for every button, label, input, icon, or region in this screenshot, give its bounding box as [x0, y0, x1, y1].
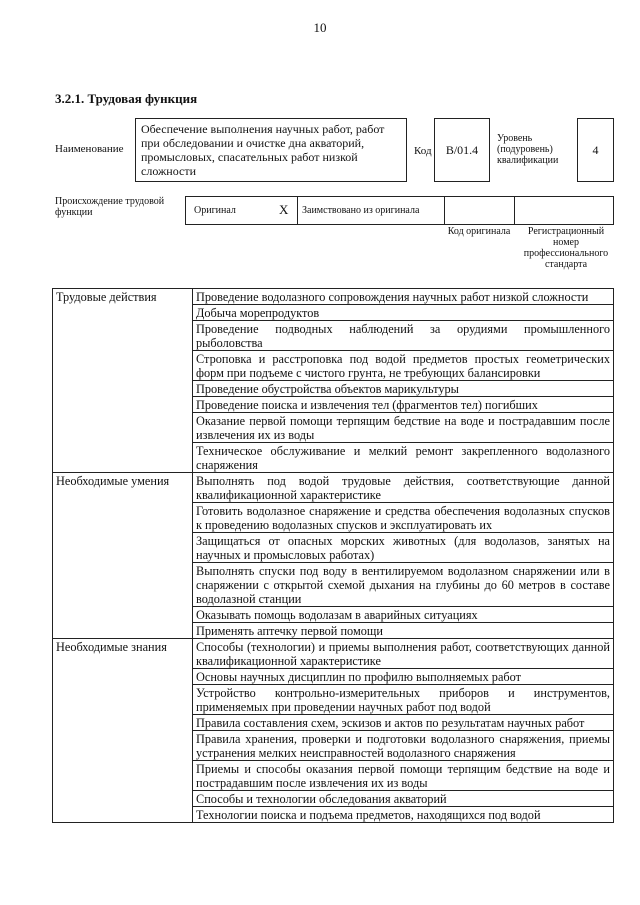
- page-number: 10: [313, 20, 327, 35]
- item-cell: Способы и технологии обследования акваторий: [193, 791, 614, 807]
- code-value: B/01.4: [445, 142, 479, 157]
- function-name: Обеспечение выполнения научных работ, работ при обследовании и очистке дна акваторий, промысловых, спасательных работ низкой сложности: [141, 122, 385, 178]
- item-cell: Проведение обустройства объектов марикультуры: [193, 381, 614, 397]
- table-row: [53, 639, 614, 669]
- item-cell: Защищаться от опасных морских животных (для водолазов, занятых на научных и промысловых работах): [193, 533, 614, 563]
- item-cell: Устройство контрольно-измерительных приборов и инструментов, применяемых при проведении научных работ под водой: [193, 685, 614, 715]
- origin-divider: [444, 196, 445, 225]
- item-cell: Проведение подводных наблюдений за орудиями промышленного рыболовства: [193, 321, 614, 351]
- code-original-caption: Код оригинала: [447, 226, 511, 237]
- item-cell: Выполнять спуски под воду в вентилируемом водолазном снаряжении или в снаряжении с открытой схемой дыхания на глубины до 60 метров в составе водолазной станции: [193, 563, 614, 607]
- item-cell: Применять аптечку первой помощи: [193, 623, 614, 639]
- item-cell: Оказывать помощь водолазам в аварийных ситуациях: [193, 607, 614, 623]
- item-cell: Оказание первой помощи терпящим бедствие на воде и пострадавшим после извлечения их из воды: [193, 413, 614, 443]
- reg-number-caption: Регистрационный номер профессионального стандарта: [523, 226, 609, 270]
- original-label: Оригинал: [194, 205, 236, 216]
- item-cell: Проведение водолазного сопровождения научных работ низкой сложности: [193, 289, 614, 305]
- function-name-box: [135, 118, 407, 182]
- level-label: Уровень (подуровень) квалификации: [497, 133, 559, 166]
- function-details-table: [52, 288, 614, 823]
- item-cell: Техническое обслуживание и мелкий ремонт закрепленного водолазного снаряжения: [193, 443, 614, 473]
- table-row: [53, 473, 614, 503]
- category-cell: Необходимые знания: [53, 639, 193, 823]
- item-cell: Правила хранения, проверки и подготовки водолазного снаряжения, приемы устранения мелких неисправностей водолазного снаряжения: [193, 731, 614, 761]
- origin-divider: [514, 196, 515, 225]
- item-cell: Правила составления схем, эскизов и актов по результатам научных работ: [193, 715, 614, 731]
- section-title: 3.2.1. Трудовая функция: [55, 91, 198, 106]
- category-cell: Необходимые умения: [53, 473, 193, 639]
- item-cell: Приемы и способы оказания первой помощи терпящим бедствие на воде и пострадавшим после извлечения их из воды: [193, 761, 614, 791]
- item-cell: Готовить водолазное снаряжение и средства обеспечения водолазных спусков к проведению водолазных спусков и эксплуатировать их: [193, 503, 614, 533]
- original-mark: X: [279, 202, 289, 217]
- item-cell: Выполнять под водой трудовые действия, соответствующие данной квалификационной характеристике: [193, 473, 614, 503]
- item-cell: Способы (технологии) и приемы выполнения работ, соответствующих данной квалификационной характеристике: [193, 639, 614, 669]
- level-value: 4: [592, 142, 599, 157]
- level-value-box: [577, 118, 614, 182]
- origin-divider: [297, 196, 298, 225]
- item-cell: Проведение поиска и извлечения тел (фрагментов тел) погибших: [193, 397, 614, 413]
- item-cell: Строповка и расстроповка под водой предметов простых геометрических форм при подъеме с чистого грунта, не требующих балансировки: [193, 351, 614, 381]
- item-cell: Добыча морепродуктов: [193, 305, 614, 321]
- category-cell: Трудовые действия: [53, 289, 193, 473]
- code-value-box: [434, 118, 490, 182]
- table-row: [53, 289, 614, 305]
- origin-label: Происхождение трудовой функции: [55, 196, 165, 218]
- item-cell: Основы научных дисциплин по профилю выполняемых работ: [193, 669, 614, 685]
- code-label: Код: [414, 145, 432, 157]
- name-label: Наименование: [55, 143, 124, 155]
- item-cell: Технологии поиска и подъема предметов, находящихся под водой: [193, 807, 614, 823]
- borrowed-label: Заимствовано из оригинала: [302, 205, 420, 216]
